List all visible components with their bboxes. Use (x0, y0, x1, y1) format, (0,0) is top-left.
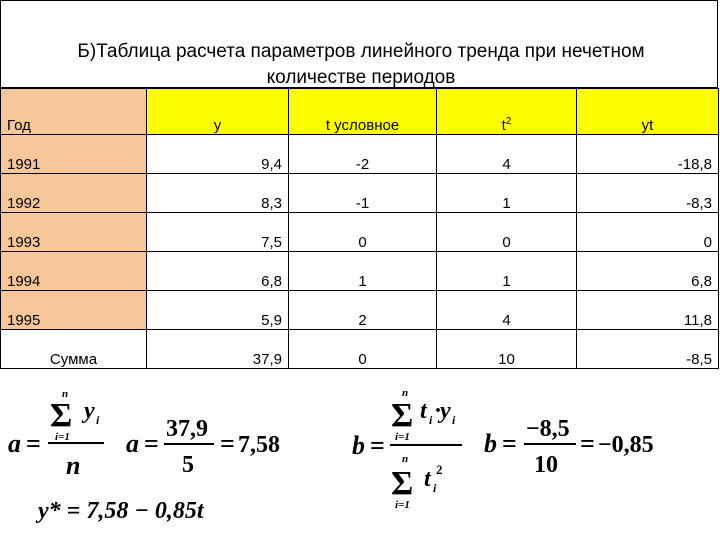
b-label: b (484, 429, 497, 458)
cell-yt: -18,8 (577, 135, 719, 174)
t-exponent: 2 (436, 462, 443, 477)
sum-row (1, 330, 719, 369)
cell-t2: 1 (437, 252, 577, 291)
b-result: −0,85 (598, 432, 654, 458)
a-numerator: 37,9 (166, 416, 208, 442)
cell-t: 0 (289, 213, 437, 252)
cell-year: 1993 (1, 213, 147, 252)
cell-year: 1995 (1, 291, 147, 330)
t-subscript: i (433, 481, 437, 495)
sum-lower-limit: i=1 (395, 499, 410, 511)
formula-b-numeric (484, 416, 654, 478)
cell-sum-yt: -8,5 (577, 330, 719, 369)
formula-b-general (352, 387, 462, 511)
a-label: a (8, 429, 21, 458)
cell-t2: 1 (437, 174, 577, 213)
cell-y: 5,9 (147, 291, 289, 330)
equals-sign: = (502, 429, 517, 458)
formula-a-general (8, 388, 104, 480)
header-t-conditional: t условное (289, 89, 437, 135)
cell-sum-t2: 10 (437, 330, 577, 369)
table-row (1, 174, 719, 213)
equals-sign: = (26, 429, 41, 458)
cell-y: 7,5 (147, 213, 289, 252)
formulas-area (0, 378, 720, 540)
header-t-exponent: 2 (505, 116, 512, 127)
sigma-symbol: Σ (391, 397, 414, 434)
multiply-dot: · (434, 398, 443, 424)
trend-equation: y* = 7,58 − 0,85t (38, 498, 204, 524)
b-label: b (352, 431, 365, 460)
cell-t2: 4 (437, 135, 577, 174)
title-line-1: Б)Таблица расчета параметров линейного тренда при нечетном (77, 41, 645, 62)
cell-yt: 11,8 (577, 291, 719, 330)
cell-t: -2 (289, 135, 437, 174)
cell-y: 9,4 (147, 135, 289, 174)
t-variable: t (420, 398, 427, 424)
cell-sum-y: 37,9 (147, 330, 289, 369)
cell-year: 1992 (1, 174, 147, 213)
cell-year: 1994 (1, 252, 147, 291)
table-row (1, 252, 719, 291)
sum-upper-limit: n (62, 388, 69, 400)
cell-t: -1 (289, 174, 437, 213)
sum-lower-limit: i=1 (55, 431, 70, 443)
header-t-base: t (501, 117, 506, 134)
y-variable: y (440, 398, 451, 424)
page-title (31, 39, 691, 91)
title-box (0, 0, 718, 88)
cell-t2: 4 (437, 291, 577, 330)
n-denominator: n (66, 451, 81, 480)
a-denominator: 5 (182, 452, 194, 478)
b-numerator: −8,5 (526, 416, 570, 442)
cell-t: 2 (289, 291, 437, 330)
b-denominator: 10 (534, 452, 558, 478)
cell-t: 1 (289, 252, 437, 291)
cell-yt: 6,8 (577, 252, 719, 291)
header-yt: yt (577, 89, 719, 135)
cell-sum-t: 0 (289, 330, 437, 369)
t-variable: t (424, 466, 431, 492)
header-y: у (147, 89, 289, 135)
sigma-symbol: Σ (391, 465, 414, 502)
sum-lower-limit: i=1 (395, 431, 410, 443)
title-line-2: количестве периодов (266, 67, 456, 88)
header-row (1, 89, 719, 135)
header-year: Год (1, 89, 147, 135)
cell-t2: 0 (437, 213, 577, 252)
table-row (1, 291, 719, 330)
cell-y: 6,8 (147, 252, 289, 291)
cell-yt: 0 (577, 213, 719, 252)
t-subscript: i (429, 413, 433, 427)
cell-sum-label: Сумма (1, 330, 147, 369)
sum-upper-limit: n (402, 387, 409, 399)
a-label: a (126, 429, 139, 458)
sum-upper-limit: n (402, 453, 409, 465)
equals-sign: = (220, 429, 235, 458)
formulas-svg (0, 378, 720, 540)
equals-sign: = (580, 429, 595, 458)
cell-yt: -8,3 (577, 174, 719, 213)
cell-y: 8,3 (147, 174, 289, 213)
y-subscript: i (452, 413, 456, 427)
table-row (1, 213, 719, 252)
header-t-squared (437, 89, 577, 135)
table-row (1, 135, 719, 174)
cell-year: 1991 (1, 135, 147, 174)
y-variable: y (84, 398, 95, 424)
y-subscript: i (96, 413, 100, 427)
equals-sign: = (370, 431, 385, 460)
equals-sign: = (144, 429, 159, 458)
formula-a-numeric (126, 416, 280, 478)
sigma-symbol: Σ (50, 397, 73, 434)
trend-table (0, 88, 719, 369)
a-result: 7,58 (238, 432, 280, 458)
